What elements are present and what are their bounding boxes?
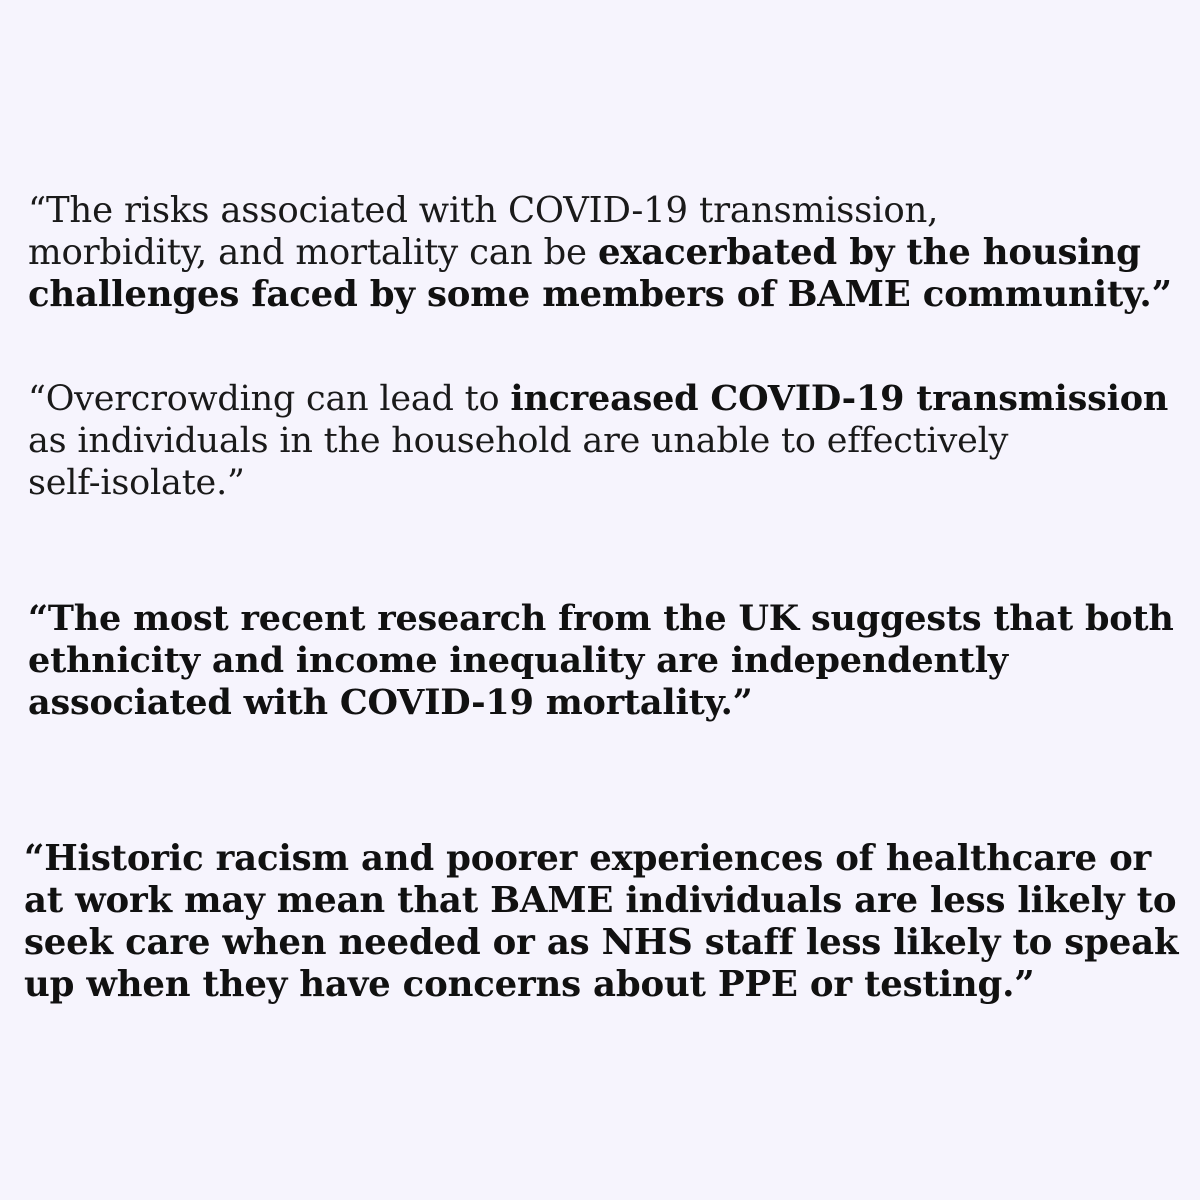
- quote-emphasis: increased COVID-19 transmission: [510, 378, 1169, 419]
- quote-line: [28, 640, 1174, 682]
- quote-overcrowding: [28, 378, 1168, 504]
- quote-housing-challenges: [28, 190, 1172, 316]
- quote-emphasis: associated with COVID-19 mortality.”: [28, 682, 753, 723]
- quote-emphasis: exacerbated by the housing: [597, 232, 1141, 273]
- quote-line: [28, 420, 1168, 462]
- quote-line: [24, 922, 1178, 964]
- quote-recent-research: [28, 598, 1174, 724]
- quote-line: [28, 274, 1172, 316]
- quote-emphasis: up when they have concerns about PPE or testing.”: [24, 964, 1035, 1005]
- quote-line: [28, 378, 1168, 420]
- quote-line: [28, 190, 1172, 232]
- quote-line: [24, 964, 1178, 1006]
- quote-emphasis: ethnicity and income inequality are independently: [28, 640, 1008, 681]
- quote-text: morbidity, and mortality can be: [28, 232, 598, 273]
- quote-line: [28, 232, 1172, 274]
- quote-historic-racism: [24, 838, 1178, 1006]
- quote-emphasis: challenges faced by some members of BAME community.”: [28, 274, 1172, 315]
- quote-emphasis: “The most recent research from the UK suggests that both: [28, 598, 1174, 639]
- quote-text: self-isolate.”: [28, 463, 245, 503]
- quote-emphasis: “Historic racism and poorer experiences of healthcare or: [24, 838, 1152, 879]
- quote-text: “Overcrowding can lead to: [28, 379, 511, 419]
- quote-text: as individuals in the household are unable to effectively: [28, 421, 1009, 461]
- quote-line: [28, 462, 1168, 504]
- quote-emphasis: at work may mean that BAME individuals are less likely to: [24, 880, 1177, 921]
- quote-emphasis: seek care when needed or as NHS staff less likely to speak: [24, 922, 1179, 963]
- quote-text: “The risks associated with COVID-19 transmission,: [28, 190, 939, 231]
- quote-line: [28, 682, 1174, 724]
- quote-line: [28, 598, 1174, 640]
- quote-line: [24, 880, 1178, 922]
- quote-line: [24, 838, 1178, 880]
